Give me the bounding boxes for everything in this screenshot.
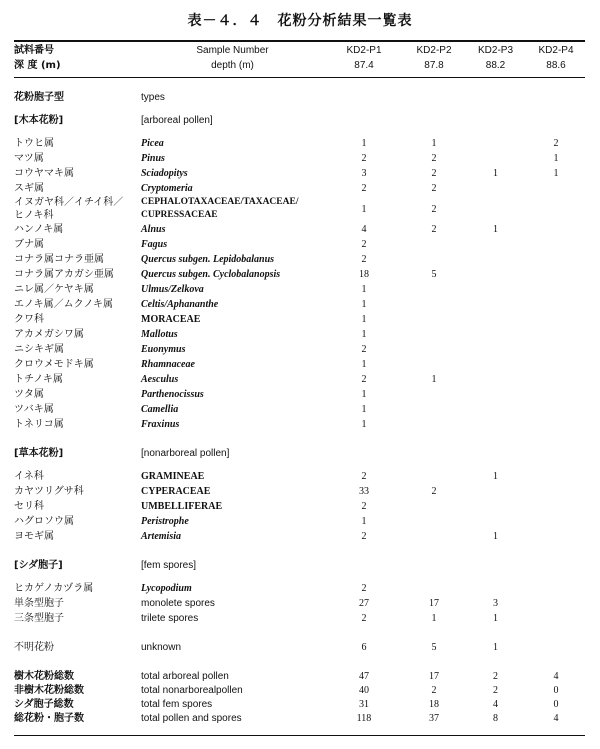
count-cell	[527, 297, 585, 312]
count-cell	[464, 387, 527, 402]
taxon-row	[14, 417, 585, 432]
total-row	[14, 669, 585, 683]
count-cell	[527, 581, 585, 596]
total-en: total pollen and spores	[141, 712, 242, 724]
taxon-row	[14, 342, 585, 357]
count-cell	[527, 499, 585, 514]
count-cell	[464, 267, 527, 282]
taxon-en: Parthenocissus	[141, 389, 204, 400]
count-cell: 1	[361, 419, 367, 430]
count-cell: 6	[361, 642, 367, 653]
header-depth-en: depth (m)	[211, 60, 254, 71]
taxon-jp: マツ属	[14, 153, 44, 164]
count-cell	[404, 499, 464, 514]
count-cell: 2	[361, 501, 367, 512]
taxon-row	[14, 136, 585, 151]
empty-cell	[464, 558, 527, 573]
taxon-en: Ulmus/Zelkova	[141, 284, 204, 295]
count-cell: 1	[361, 314, 367, 325]
pollen-table-body	[14, 90, 585, 725]
taxon-en: Picea	[141, 138, 164, 149]
count-cell	[464, 252, 527, 267]
taxon-row	[14, 166, 585, 181]
count-cell: 17	[429, 598, 439, 609]
count-cell: 2	[361, 583, 367, 594]
count-cell: 4	[493, 698, 498, 710]
count-cell: 0	[553, 698, 559, 710]
count-cell	[404, 297, 464, 312]
taxon-en: Peristrophe	[141, 516, 189, 527]
count-cell: 2	[431, 203, 437, 215]
count-cell: 1	[361, 389, 367, 400]
taxon-en: monolete spores	[141, 598, 215, 609]
count-cell: 4	[553, 712, 559, 724]
taxon-jp: コナラ属コナラ亜属	[14, 254, 104, 265]
count-cell	[527, 640, 585, 655]
taxon-row	[14, 181, 585, 196]
taxon-jp: ヨモギ属	[14, 531, 54, 542]
count-cell	[464, 136, 527, 151]
taxon-jp: ハンノキ属	[14, 224, 64, 235]
count-cell: 2	[361, 153, 367, 164]
total-en: total arboreal pollen	[141, 670, 229, 682]
section-label-en: [arboreal pollen]	[141, 115, 213, 126]
taxon-jp: ブナ属	[14, 239, 44, 250]
section-header-row	[14, 446, 585, 461]
spacer-row	[14, 105, 585, 113]
taxon-en: Fraxinus	[141, 419, 180, 430]
count-cell: 1	[361, 404, 367, 415]
taxon-row	[14, 469, 585, 484]
count-cell	[464, 357, 527, 372]
taxon-en: Lycopodium	[141, 583, 192, 594]
count-cell	[404, 342, 464, 357]
count-cell	[527, 611, 585, 626]
empty-cell	[464, 113, 527, 128]
count-cell: 1	[361, 203, 367, 215]
unknown-en: unknown	[141, 642, 182, 653]
count-cell	[404, 357, 464, 372]
empty-cell	[404, 558, 464, 573]
taxon-jp-line: イヌガヤ科／イチイ科／	[14, 197, 124, 208]
total-en: total nonarborealpollen	[141, 684, 243, 696]
empty-cell	[404, 113, 464, 128]
taxon-row	[14, 312, 585, 327]
spacer-row	[14, 128, 585, 136]
count-cell	[464, 372, 527, 387]
count-cell	[464, 402, 527, 417]
count-cell: 18	[429, 698, 439, 710]
taxon-row	[14, 297, 585, 312]
taxon-row	[14, 529, 585, 544]
taxon-row	[14, 196, 585, 222]
empty-cell	[527, 558, 585, 573]
count-cell	[527, 237, 585, 252]
taxon-en: Euonymus	[141, 344, 186, 355]
count-cell	[527, 267, 585, 282]
taxon-en: MORACEAE	[141, 314, 201, 325]
taxon-jp-line: ヒノキ科	[14, 210, 54, 221]
count-cell	[464, 297, 527, 312]
section-label-jp: [シダ胞子]	[14, 560, 63, 571]
count-cell: 0	[553, 684, 559, 696]
count-cell: 1	[493, 471, 498, 482]
count-cell: 2	[431, 168, 437, 179]
count-cell: 2	[361, 239, 367, 250]
taxon-row	[14, 267, 585, 282]
count-cell: 5	[431, 269, 437, 280]
taxon-en: Alnus	[141, 224, 166, 235]
taxon-row	[14, 402, 585, 417]
header-sample-id: KD2-P4	[538, 45, 574, 56]
taxon-en: Sciadopitys	[141, 168, 188, 179]
taxon-row	[14, 596, 585, 611]
count-cell	[464, 196, 527, 222]
taxon-jp: アカメガシワ属	[14, 329, 84, 340]
taxon-en: Aesculus	[141, 374, 179, 385]
count-cell	[527, 529, 585, 544]
count-cell: 1	[361, 299, 367, 310]
count-cell	[404, 469, 464, 484]
count-cell	[464, 342, 527, 357]
taxon-jp: クワ科	[14, 314, 44, 325]
empty-cell	[527, 113, 585, 128]
count-cell: 33	[359, 486, 369, 497]
count-cell: 1	[361, 284, 367, 295]
count-cell: 1	[493, 224, 498, 235]
top-rule	[14, 40, 585, 42]
count-cell	[527, 181, 585, 196]
count-cell: 1	[431, 138, 437, 149]
count-cell: 2	[361, 613, 367, 624]
count-cell	[404, 237, 464, 252]
count-cell	[527, 387, 585, 402]
count-cell: 2	[493, 684, 498, 696]
count-cell	[464, 282, 527, 297]
taxon-jp: ハグロソウ属	[14, 516, 74, 527]
taxon-en	[141, 196, 324, 222]
count-cell: 31	[359, 698, 369, 710]
count-cell	[464, 237, 527, 252]
count-cell	[527, 484, 585, 499]
count-cell: 2	[431, 224, 437, 235]
count-cell: 2	[361, 344, 367, 355]
count-cell: 2	[431, 153, 437, 164]
count-cell	[404, 417, 464, 432]
count-cell	[404, 282, 464, 297]
count-cell	[527, 372, 585, 387]
types-en: types	[141, 92, 165, 103]
taxon-jp: ツタ属	[14, 389, 44, 400]
taxon-en-line: CEPHALOTAXACEAE/TAXACEAE/	[141, 197, 299, 207]
section-header-row	[14, 113, 585, 128]
count-cell	[404, 402, 464, 417]
section-label-en: [fem spores]	[141, 560, 197, 571]
header-row-depth	[14, 58, 585, 73]
taxon-jp: スギ属	[14, 183, 44, 194]
taxon-en: Artemisia	[141, 531, 182, 542]
count-cell	[527, 469, 585, 484]
taxon-jp	[14, 196, 141, 222]
count-cell: 1	[361, 138, 367, 149]
section-label-en: [nonarboreal pollen]	[141, 448, 230, 459]
taxon-jp: トネリコ属	[14, 419, 64, 430]
taxon-jp: イネ科	[14, 471, 44, 482]
taxon-row	[14, 252, 585, 267]
count-cell	[527, 222, 585, 237]
count-cell: 1	[431, 374, 437, 385]
taxon-en: Fagus	[141, 239, 168, 250]
count-cell	[404, 312, 464, 327]
count-cell: 2	[493, 670, 498, 682]
taxon-en: GRAMINEAE	[141, 471, 205, 482]
count-cell	[404, 327, 464, 342]
header-sample-en: Sample Number	[196, 45, 269, 56]
taxon-en: Mallotus	[141, 329, 178, 340]
empty-cell	[464, 446, 527, 461]
count-cell	[527, 196, 585, 222]
count-cell: 37	[429, 712, 439, 724]
taxon-en: Pinus	[141, 153, 165, 164]
count-cell: 4	[553, 670, 559, 682]
taxon-row	[14, 357, 585, 372]
count-cell	[527, 514, 585, 529]
count-cell: 2	[431, 486, 437, 497]
header-sample-id: KD2-P3	[477, 45, 513, 56]
count-cell	[527, 357, 585, 372]
taxon-row	[14, 499, 585, 514]
taxon-jp: ヒカゲノカヅラ属	[14, 583, 94, 594]
taxon-en: Rhamnaceae	[141, 359, 195, 370]
count-cell	[464, 514, 527, 529]
pollen-table	[14, 90, 585, 725]
count-cell: 2	[361, 183, 367, 194]
taxon-row	[14, 151, 585, 166]
count-cell	[527, 402, 585, 417]
header-depth-value: 87.4	[354, 60, 374, 71]
taxon-jp: カヤツリグサ科	[14, 486, 84, 497]
taxon-jp: クロウメモドキ属	[14, 359, 94, 370]
spacer-row	[14, 626, 585, 640]
count-cell: 2	[361, 374, 367, 385]
taxon-en: CYPERACEAE	[141, 486, 211, 497]
header-depth-value: 88.6	[546, 60, 566, 71]
taxon-row	[14, 387, 585, 402]
count-cell	[404, 252, 464, 267]
count-cell: 118	[356, 712, 372, 724]
count-cell: 40	[359, 684, 369, 696]
total-jp: 樹木花粉総数	[14, 670, 74, 682]
count-cell	[527, 252, 585, 267]
spacer-row	[14, 461, 585, 469]
count-cell: 27	[359, 598, 369, 609]
total-jp: 総花粉・胞子数	[14, 712, 84, 724]
count-cell	[527, 342, 585, 357]
count-cell: 3	[493, 598, 498, 609]
taxon-jp: ニシキギ属	[14, 344, 64, 355]
taxon-jp: コナラ属アカガシ亜属	[14, 269, 114, 280]
taxon-en-line: CUPRESSACEAE	[141, 210, 218, 220]
total-row	[14, 711, 585, 725]
count-cell	[527, 596, 585, 611]
unknown-row	[14, 640, 585, 655]
column-header	[14, 43, 585, 73]
taxon-jp: ツバキ属	[14, 404, 54, 415]
taxon-en: Cryptomeria	[141, 183, 193, 194]
count-cell	[527, 327, 585, 342]
count-cell	[404, 581, 464, 596]
taxon-row	[14, 372, 585, 387]
spacer-row	[14, 573, 585, 581]
count-cell: 18	[359, 269, 369, 280]
count-cell	[464, 312, 527, 327]
header-depth-value: 87.8	[424, 60, 444, 71]
empty-cell	[527, 446, 585, 461]
count-cell	[464, 581, 527, 596]
count-cell	[527, 282, 585, 297]
total-row	[14, 683, 585, 697]
total-jp: シダ胞子総数	[14, 698, 74, 710]
count-cell	[464, 484, 527, 499]
count-cell	[464, 181, 527, 196]
taxon-row	[14, 327, 585, 342]
empty-cell	[324, 558, 404, 573]
count-cell: 1	[493, 531, 498, 542]
count-cell: 2	[361, 531, 367, 542]
header-rule	[14, 77, 585, 78]
count-cell: 1	[553, 168, 559, 179]
taxon-en: Camellia	[141, 404, 179, 415]
taxon-jp: ニレ属／ケヤキ属	[14, 284, 94, 295]
section-label-jp: [木本花粉]	[14, 115, 64, 126]
header-depth-value: 88.2	[485, 60, 506, 71]
count-cell: 2	[431, 183, 437, 194]
count-cell	[404, 529, 464, 544]
header-depth-jp: 深 度 (m)	[14, 60, 61, 71]
taxon-jp: トウヒ属	[14, 138, 54, 149]
spacer-row	[14, 655, 585, 669]
count-cell: 3	[361, 168, 367, 179]
taxon-jp: トチノキ属	[14, 374, 63, 385]
empty-cell	[324, 446, 404, 461]
count-cell	[404, 387, 464, 402]
count-cell: 1	[553, 153, 559, 164]
total-row	[14, 697, 585, 711]
taxon-row	[14, 484, 585, 499]
header-sample-id: KD2-P1	[346, 45, 382, 56]
count-cell: 1	[361, 516, 367, 527]
taxon-jp: セリ科	[14, 501, 44, 512]
bottom-rule	[14, 735, 585, 736]
count-cell: 1	[493, 613, 498, 624]
table-title: 表－４．４ 花粉分析結果一覧表	[187, 13, 413, 29]
count-cell: 47	[359, 670, 369, 682]
section-header-row	[14, 558, 585, 573]
taxon-row	[14, 237, 585, 252]
taxon-en: UMBELLIFERAE	[141, 501, 223, 512]
count-cell	[527, 417, 585, 432]
count-cell: 8	[493, 712, 498, 724]
unknown-jp: 不明花粉	[14, 642, 54, 653]
taxon-en: Celtis/Aphananthe	[141, 299, 219, 310]
count-cell: 1	[361, 359, 367, 370]
total-en: total fem spores	[141, 698, 213, 710]
taxon-jp: エノキ属／ムクノキ属	[14, 299, 113, 310]
taxon-row	[14, 282, 585, 297]
taxon-row	[14, 222, 585, 237]
types-header-row	[14, 90, 585, 105]
taxon-jp: コウヤマキ属	[14, 168, 74, 179]
count-cell: 2	[431, 684, 437, 696]
count-cell: 2	[361, 254, 367, 265]
header-sample-id: KD2-P2	[416, 45, 452, 56]
count-cell	[464, 151, 527, 166]
count-cell: 2	[553, 138, 559, 149]
types-jp: 花粉胞子型	[14, 92, 64, 103]
empty-cell	[404, 446, 464, 461]
count-cell: 1	[493, 168, 498, 179]
taxon-jp: 単条型胞子	[14, 598, 64, 609]
taxon-row	[14, 581, 585, 596]
spacer-row	[14, 432, 585, 446]
taxon-en: trilete spores	[141, 613, 199, 624]
header-sample-jp: 試料番号	[14, 45, 54, 56]
count-cell: 17	[429, 670, 439, 682]
count-cell: 2	[361, 471, 367, 482]
count-cell: 1	[361, 329, 367, 340]
taxon-jp: 三条型胞子	[14, 613, 64, 624]
count-cell: 5	[431, 642, 437, 653]
empty-cell	[324, 113, 404, 128]
count-cell	[464, 327, 527, 342]
taxon-en: Quercus subgen. Lepidobalanus	[141, 254, 275, 265]
count-cell	[404, 514, 464, 529]
total-jp: 非樹木花粉総数	[14, 684, 84, 696]
taxon-en: Quercus subgen. Cyclobalanopsis	[141, 269, 281, 280]
count-cell	[527, 312, 585, 327]
count-cell: 1	[493, 642, 498, 653]
count-cell	[464, 417, 527, 432]
count-cell: 1	[431, 613, 437, 624]
header-row-sample	[14, 43, 585, 58]
taxon-row	[14, 514, 585, 529]
count-cell: 4	[361, 224, 367, 235]
section-label-jp: [草本花粉]	[14, 448, 64, 459]
spacer-row	[14, 544, 585, 558]
count-cell	[464, 499, 527, 514]
taxon-row	[14, 611, 585, 626]
